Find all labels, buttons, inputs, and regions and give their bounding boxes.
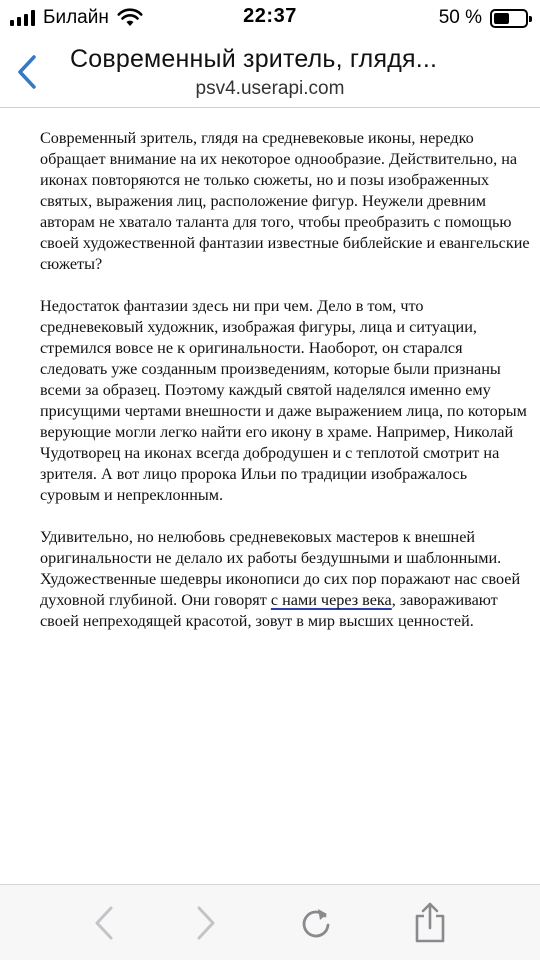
status-time: 22:37 bbox=[243, 5, 297, 27]
status-right bbox=[439, 6, 528, 30]
page-title: Современный зритель, глядя... bbox=[70, 45, 438, 73]
article-paragraph-1: Современный зритель, глядя на средневековые иконы, нередко обращает внимание на их некоторое однообразие. Действительно, на иконах повторяются не только сюжеты, но и позы изображенных святых, выражения лиц, расположение фигур. Неужели древним авторам не хватало таланта для того, чтобы преобразить с помощью своей художественной фантазии известные библейские и евангельские сюжеты? bbox=[40, 129, 530, 273]
bottom-toolbar bbox=[0, 884, 540, 960]
page-url: psv4.userapi.com bbox=[195, 78, 345, 99]
underlined-phrase: с нами через века bbox=[270, 591, 392, 609]
battery-percent: 50 % bbox=[438, 7, 482, 28]
back-nav-button[interactable] bbox=[84, 903, 124, 943]
paragraph-3-text-after: , завораживают своей непреходящей красотой, зовут в мир высших ценностей. bbox=[40, 591, 498, 630]
status-bar bbox=[0, 0, 540, 36]
share-button[interactable] bbox=[410, 903, 450, 943]
battery-level-fill bbox=[494, 13, 509, 24]
article-content bbox=[40, 128, 530, 653]
share-icon bbox=[412, 901, 448, 945]
article-paragraph-3 bbox=[40, 527, 530, 632]
battery-icon bbox=[490, 9, 528, 28]
paragraph-3-text-before: Удивительно, но нелюбовь средневековых мастеров к внешней оригинальности не делало их работы бездушными и шаблонными. Художественные шедевры иконописи до сих пор поражают нас своей духовной глубиной. Они говорят bbox=[40, 528, 521, 609]
forward-nav-button[interactable] bbox=[186, 903, 226, 943]
battery-cap bbox=[529, 16, 532, 22]
reload-button[interactable] bbox=[296, 903, 336, 943]
carrier-name: Билайн bbox=[43, 7, 109, 28]
reload-icon bbox=[298, 905, 334, 941]
back-arrow-icon bbox=[93, 905, 115, 941]
article-paragraph-2: Недостаток фантазии здесь ни при чем. Дело в том, что средневековый художник, изображая фигуры, лица и ситуации, стремился вовсе не к оригинальности. Наоборот, он старался следовать уже созданным произведениям, которые были признаны всеми за образец. Поэтому каждый святой наделялся именно ему присущими чертами внешности и даже выражением лица, по которым верующие могли легко найти его икону в храме. Например, Николай Чудотворец на иконах всегда добродушен и с теплотой смотрит на зрителя. А вот лицо пророка Ильи по традиции изображалось суровым и непреклонным. bbox=[40, 297, 527, 504]
forward-arrow-icon bbox=[195, 905, 217, 941]
page-header bbox=[0, 36, 540, 108]
